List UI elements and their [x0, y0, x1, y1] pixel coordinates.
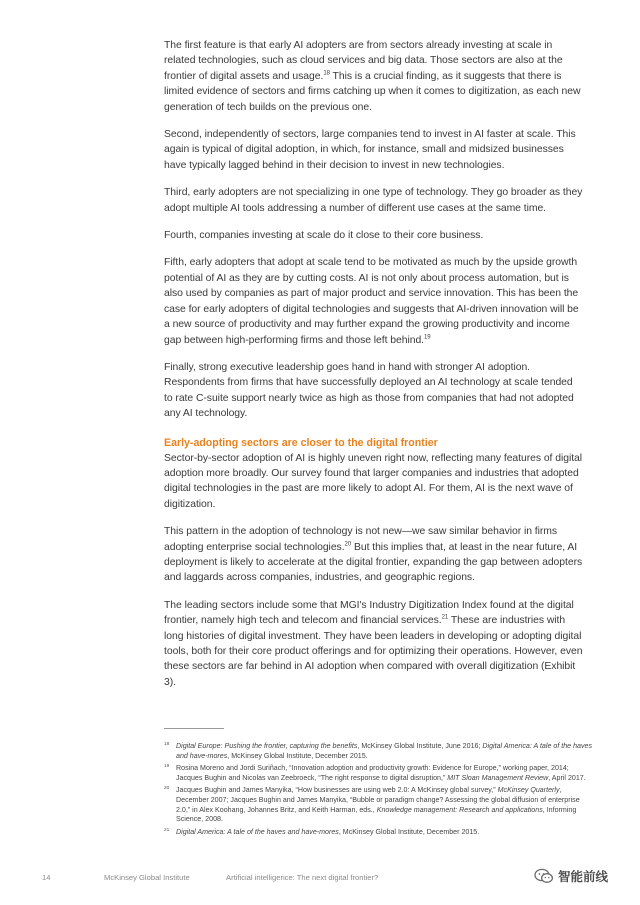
footer-report-title: Artificial intelligence: The next digital frontier? [226, 873, 379, 882]
footnote-text: , Informing Science, 2008. [176, 805, 577, 824]
footnote [164, 828, 594, 838]
footnote-divider [164, 728, 224, 729]
footnote-number: 21 [164, 827, 170, 833]
footnote-text: , December 2007; Jacques Bughin and James Manyika, “Bubble or paradigm change? Assessing the global diffusion of enterprise 2.0,” in Alex Koohang, Johannes Britz, and Keith Harman, eds., [176, 786, 580, 814]
citation-title: MIT Sloan Management Review [447, 773, 549, 782]
watermark-text: 智能前线 [558, 870, 609, 884]
paragraph: This pattern in the adoption of technology is not new—we saw similar behavior in firms adopting enterprise social technologies.$^{20}$ But this implies that, at least in the near future, AI deployment is likely to accelerate at the digital frontier, expanding the gap between adopters and laggards across companies, industries, and geographic regions. [164, 526, 583, 584]
paragraph: Third, early adopters are not specializing in one type of technology. They go broader as they adopt multiple AI tools addressing a number of different use cases at the same time. [164, 187, 583, 214]
citation-title: Digital America: A tale of the haves and have-mores [176, 827, 339, 836]
footnote-text: Jacques Bughin and James Manyika, “How businesses are using web 2.0: A McKinsey global survey,” [176, 786, 498, 795]
paragraph: Sector-by-sector adoption of AI is highly uneven right now, reflecting many features of digital adoption more broadly. Our survey found that larger companies and industries that adopted digital technologies in the past are more likely to adopt AI. For them, AI is the next wave of digitization. [164, 452, 583, 510]
footnote-ref: 20 [344, 541, 352, 548]
footnote-ref: 19 [424, 334, 431, 341]
paragraph: The first feature is that early AI adopters are from sectors already investing at scale in related technologies, such as cloud services and big data. Those sectors are also at the frontier of digital assets and usage.$^{18}$ This is a crucial finding, as it suggests that there is limited evidence of sectors and firms catching up when it comes to digitization, as each new generation of tech builds on the previous one. [164, 40, 581, 113]
section-paragraphs [164, 451, 584, 691]
footnote-ref: 18 [323, 70, 330, 77]
paragraph: Fourth, companies investing at scale do it close to their core business. [164, 230, 484, 242]
citation-title: Knowledge management: Research and applications [376, 805, 543, 814]
footnotes [164, 742, 594, 840]
paragraph: Finally, strong executive leadership goes hand in hand with stronger AI adoption. Respondents from firms that have successfully deployed an AI technology at scale tended to rate C-suite support nearly twice as high as those from companies that had not adopted any AI technology. [164, 361, 574, 420]
citation-title: Digital America: A tale of the haves and have-mores [176, 742, 593, 760]
body-paragraphs [164, 38, 584, 422]
footnote-text: Rosina Moreno and Jordi Suriñach, “Innovation adoption and productivity growth: Evidence for Europe,” working paper, 2014; Jacques Bughin and Nicolas van Zeebroeck, “The right response to digital disruption,” [176, 764, 569, 782]
footnote-text: , McKinsey Global Institute, December 2015. [227, 751, 368, 760]
main-content [164, 38, 584, 702]
paragraph: Fifth, early adopters that adopt at scale tend to be motivated as much by the upside growth potential of AI as they are by cutting costs. AI is not only about process automation, but is also used by companies as part of major product and service innovation. This has been the case for early adopters of digital technologies and suggests that AI-driven innovation will be a new source of productivity and may further expand the growing productivity and income gap between high-performing firms and those left behind.$^{19}$ [164, 257, 579, 346]
page-footer [0, 870, 640, 890]
footnote-number: 18 [164, 742, 170, 747]
footer-organization: McKinsey Global Institute [104, 873, 190, 882]
footnote-text: , McKinsey Global Institute, December 2015. [338, 827, 480, 836]
footnote-text: , April 2017. [548, 773, 586, 782]
footnote-text: , McKinsey Global Institute, June 2016; [357, 742, 483, 750]
watermark [534, 867, 608, 885]
citation-title: McKinsey Quarterly [497, 786, 560, 795]
wechat-logo-icon [534, 868, 554, 884]
paragraph: The leading sectors include some that MGI's Industry Digitization Index found at the digital frontier, namely high tech and telecom and financial services.$^{21}$ These are industries with long histories of digital investment. They have been leaders in developing or adopting digital tools, both for their core product offerings and for optimizing their operations. However, even these sectors are far behind in AI adoption when compared with overall digitization (Exhibit 3). [164, 599, 583, 688]
footnote [164, 742, 594, 761]
page-number: 14 [42, 873, 51, 882]
footnote-ref: 21 [441, 614, 449, 621]
citation-title: Digital Europe: Pushing the frontier, capturing the benefits [176, 742, 358, 750]
footnote [164, 764, 594, 783]
footnote-number: 19 [164, 764, 170, 770]
footnote-number: 20 [164, 786, 170, 792]
footnote [164, 786, 594, 824]
section-heading: Early-adopting sectors are closer to the digital frontier [164, 436, 438, 449]
paragraph: Second, independently of sectors, large companies tend to invest in AI faster at scale. This again is typical of digital adoption, in which, for instance, small and midsized businesses have typically lagged behind in their decision to invest in new technologies. [164, 129, 576, 171]
